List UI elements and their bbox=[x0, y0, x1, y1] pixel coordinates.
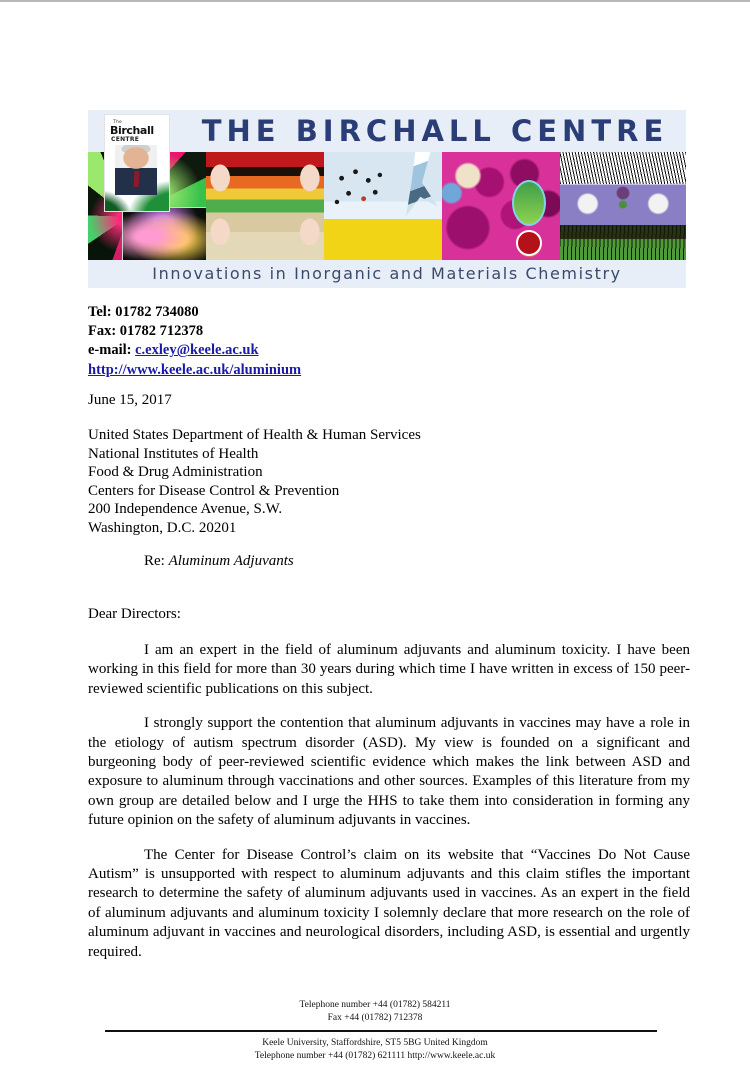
footer-fax: Fax +44 (01782) 712378 bbox=[327, 1012, 423, 1023]
contact-block bbox=[88, 303, 301, 380]
water-splash-icon bbox=[396, 152, 438, 216]
body-paragraph: The Center for Disease Control’s claim on its website that “Vaccines Do Not Cause Autism” is unsupported with respect to aluminum adjuvants and this claim stifles the important research to determine the safety of aluminum adjuvants used in vaccines. As an expert in the field of aluminum adjuvants and aluminum toxicity I solemnly declare that more research on the role of aluminum adjuvant in vaccines and neurological disorders, including ASD, is essential and urgently required. bbox=[88, 846, 690, 960]
contact-email-label: e-mail: bbox=[88, 342, 136, 359]
bubble-red-dot-icon bbox=[516, 230, 542, 256]
address-line: 200 Independence Avenue, S.W. bbox=[88, 501, 283, 518]
body-paragraph: I strongly support the contention that aluminum adjuvants in vaccines may have a role in the etiology of autism spectrum disorder (ASD). My view is founded on a significant and burgeoning body of peer-reviewed scientific evidence which makes the link between ASD and exposure to aluminum through vaccinations and other sources. Examples of this literature from my own group are detailed below and I urge the HHS to take them into consideration in forming any future opinion on the safety of aluminum adjuvants in vaccines. bbox=[88, 715, 690, 829]
salutation: Dear Directors: bbox=[88, 606, 181, 622]
letterhead-banner bbox=[88, 110, 686, 288]
banner-panel-bubbles-icon bbox=[442, 152, 560, 260]
contact-fax: Fax: 01782 712378 bbox=[88, 323, 204, 340]
address-line: Centers for Disease Control & Prevention bbox=[88, 482, 340, 499]
letterhead-tagline: Innovations in Inorganic and Materials Chemistry bbox=[88, 260, 686, 288]
contact-email-link[interactable]: c.exley@keele.ac.uk bbox=[135, 342, 259, 359]
contact-email-row bbox=[88, 341, 301, 360]
banner-panel-molecule-water-icon bbox=[324, 152, 442, 260]
footer-telephone: Telephone number +44 (01782) 584211 bbox=[299, 1000, 451, 1010]
letter-body bbox=[88, 641, 690, 962]
grass-icon bbox=[560, 225, 686, 260]
footer-divider bbox=[105, 1030, 657, 1032]
subject-text: Aluminum Adjuvants bbox=[168, 553, 294, 569]
letterhead-title: THE BIRCHALL CENTRE bbox=[201, 114, 669, 148]
birchall-centre-logo bbox=[104, 114, 170, 212]
banner-panel-starburst-inset-icon bbox=[122, 207, 206, 260]
body-paragraph: I am an expert in the field of aluminum adjuvants and aluminum toxicity. I have been working in this field for more than 30 years during which time I have written in excess of 150 peer-reviewed scientific publications on this subject. bbox=[88, 642, 690, 697]
contact-website-link[interactable]: http://www.keele.ac.uk/aluminium bbox=[88, 361, 302, 378]
address-line: Washington, D.C. 20201 bbox=[88, 519, 237, 536]
footer-university-address: Keele University, Staffordshire, ST5 5BG United Kingdom bbox=[262, 1038, 488, 1048]
logo-portrait-tie-icon bbox=[134, 171, 140, 187]
scratch-texture-icon bbox=[560, 152, 686, 184]
subject-label: Re: bbox=[144, 553, 169, 569]
address-line: Food & Drug Administration bbox=[88, 464, 263, 481]
letterhead-image-strip bbox=[88, 152, 686, 260]
address-line: United States Department of Health & Human Services bbox=[88, 427, 421, 443]
logo-centre-text: CENTRE bbox=[111, 136, 140, 143]
subject-line bbox=[88, 553, 294, 570]
recipient-address-block bbox=[88, 426, 421, 538]
footer-contact-block bbox=[0, 999, 750, 1024]
banner-panel-neuron-grass-icon bbox=[560, 152, 686, 260]
neuron-icon bbox=[560, 184, 686, 225]
bubble-ring-icon bbox=[512, 180, 546, 226]
footer-university-contact: Telephone number +44 (01782) 621111 http://www.keele.ac.uk bbox=[254, 1050, 496, 1061]
footer-university-block bbox=[0, 1037, 750, 1062]
page-top-edge bbox=[0, 0, 750, 2]
address-line: National Institutes of Health bbox=[88, 445, 259, 462]
letter-date: June 15, 2017 bbox=[88, 392, 172, 408]
molecule-icon bbox=[330, 162, 388, 216]
banner-panel-red-art-icon bbox=[206, 152, 324, 260]
logo-birchall-text: Birchall bbox=[110, 124, 154, 137]
logo-the-text: The bbox=[113, 120, 122, 125]
contact-tel: Tel: 01782 734080 bbox=[88, 304, 199, 320]
